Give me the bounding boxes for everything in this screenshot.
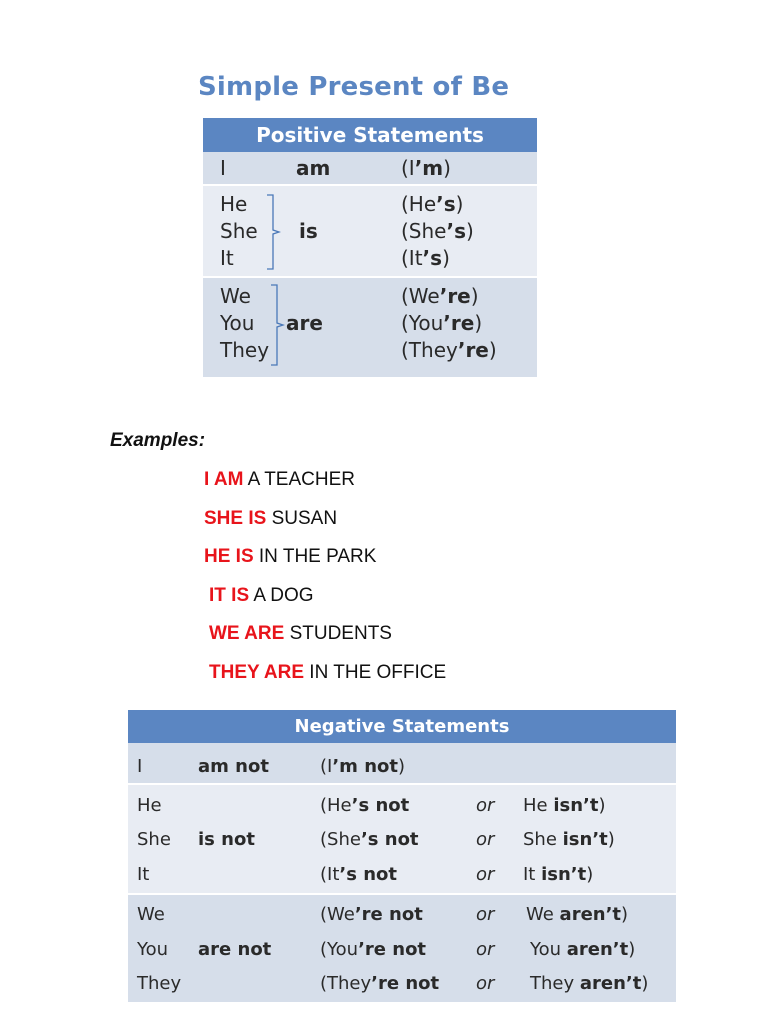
contraction-im-not: (I’m not) — [320, 756, 406, 777]
example-item: THEY ARE IN THE OFFICE — [209, 662, 447, 683]
contraction-were-not: (We’re not — [320, 904, 423, 925]
verb-is: is — [299, 219, 318, 243]
or-word: or — [476, 939, 495, 960]
pronoun-they: They — [220, 338, 270, 362]
examples-label: Examples: — [110, 430, 206, 451]
or-word: or — [476, 864, 495, 885]
contraction-hes: (He’s) — [401, 192, 464, 216]
contraction-were: (We’re) — [401, 284, 479, 308]
alt-it-isnt: It isn’t) — [523, 864, 594, 885]
positive-row-i — [203, 152, 537, 184]
pronoun-they: They — [137, 973, 182, 994]
or-word: or — [476, 973, 495, 994]
contraction-hes-not: (He’s not — [320, 795, 410, 816]
pronoun-we: We — [220, 284, 251, 308]
pronoun-she: She — [220, 219, 258, 243]
pronoun-she: She — [137, 829, 171, 850]
verb-is-not: is not — [198, 829, 255, 850]
example-item: I AM A TEACHER — [204, 469, 355, 490]
alt-he-isnt: He isn’t) — [523, 795, 606, 816]
verb-are: are — [286, 311, 323, 335]
pronoun-you: You — [137, 939, 169, 960]
contraction-its: (It’s) — [401, 246, 450, 270]
example-item: HE IS IN THE PARK — [204, 546, 377, 567]
or-word: or — [476, 904, 495, 925]
pronoun-i: I — [137, 756, 143, 777]
example-item: WE ARE STUDENTS — [209, 623, 392, 644]
pronoun-we: We — [137, 904, 165, 925]
alt-she-isnt: She isn’t) — [523, 829, 615, 850]
pronoun-i: I — [220, 156, 226, 180]
contraction-im: (I’m) — [401, 156, 451, 180]
pronoun-he: He — [220, 192, 248, 216]
bracket-are — [269, 284, 285, 366]
verb-are-not: are not — [198, 939, 272, 960]
example-item: SHE IS SUSAN — [204, 508, 338, 529]
pronoun-you: You — [220, 311, 255, 335]
contraction-its-not: (It’s not — [320, 864, 397, 885]
pronoun-it: It — [220, 246, 234, 270]
positive-statements-table — [203, 118, 537, 377]
or-word: or — [476, 795, 495, 816]
alt-you-arent: You aren’t) — [530, 939, 636, 960]
negative-table-header: Negative Statements — [128, 710, 676, 743]
verb-am: am — [296, 156, 331, 180]
bracket-is — [265, 194, 281, 270]
contraction-youre-not: (You’re not — [320, 939, 427, 960]
page-title: Simple Present of Be — [198, 72, 510, 102]
pronoun-he: He — [137, 795, 162, 816]
or-word: or — [476, 829, 495, 850]
alt-they-arent: They aren’t) — [530, 973, 649, 994]
positive-table-header: Positive Statements — [203, 118, 537, 152]
contraction-youre: (You’re) — [401, 311, 483, 335]
verb-am-not: am not — [198, 756, 269, 777]
contraction-theyre: (They’re) — [401, 338, 497, 362]
contraction-shes-not: (She’s not — [320, 829, 419, 850]
contraction-shes: (She’s) — [401, 219, 474, 243]
pronoun-it: It — [137, 864, 150, 885]
example-item: IT IS A DOG — [209, 585, 314, 606]
alt-we-arent: We aren’t) — [526, 904, 629, 925]
contraction-theyre-not: (They’re not — [320, 973, 440, 994]
negative-statements-table — [128, 710, 676, 1002]
